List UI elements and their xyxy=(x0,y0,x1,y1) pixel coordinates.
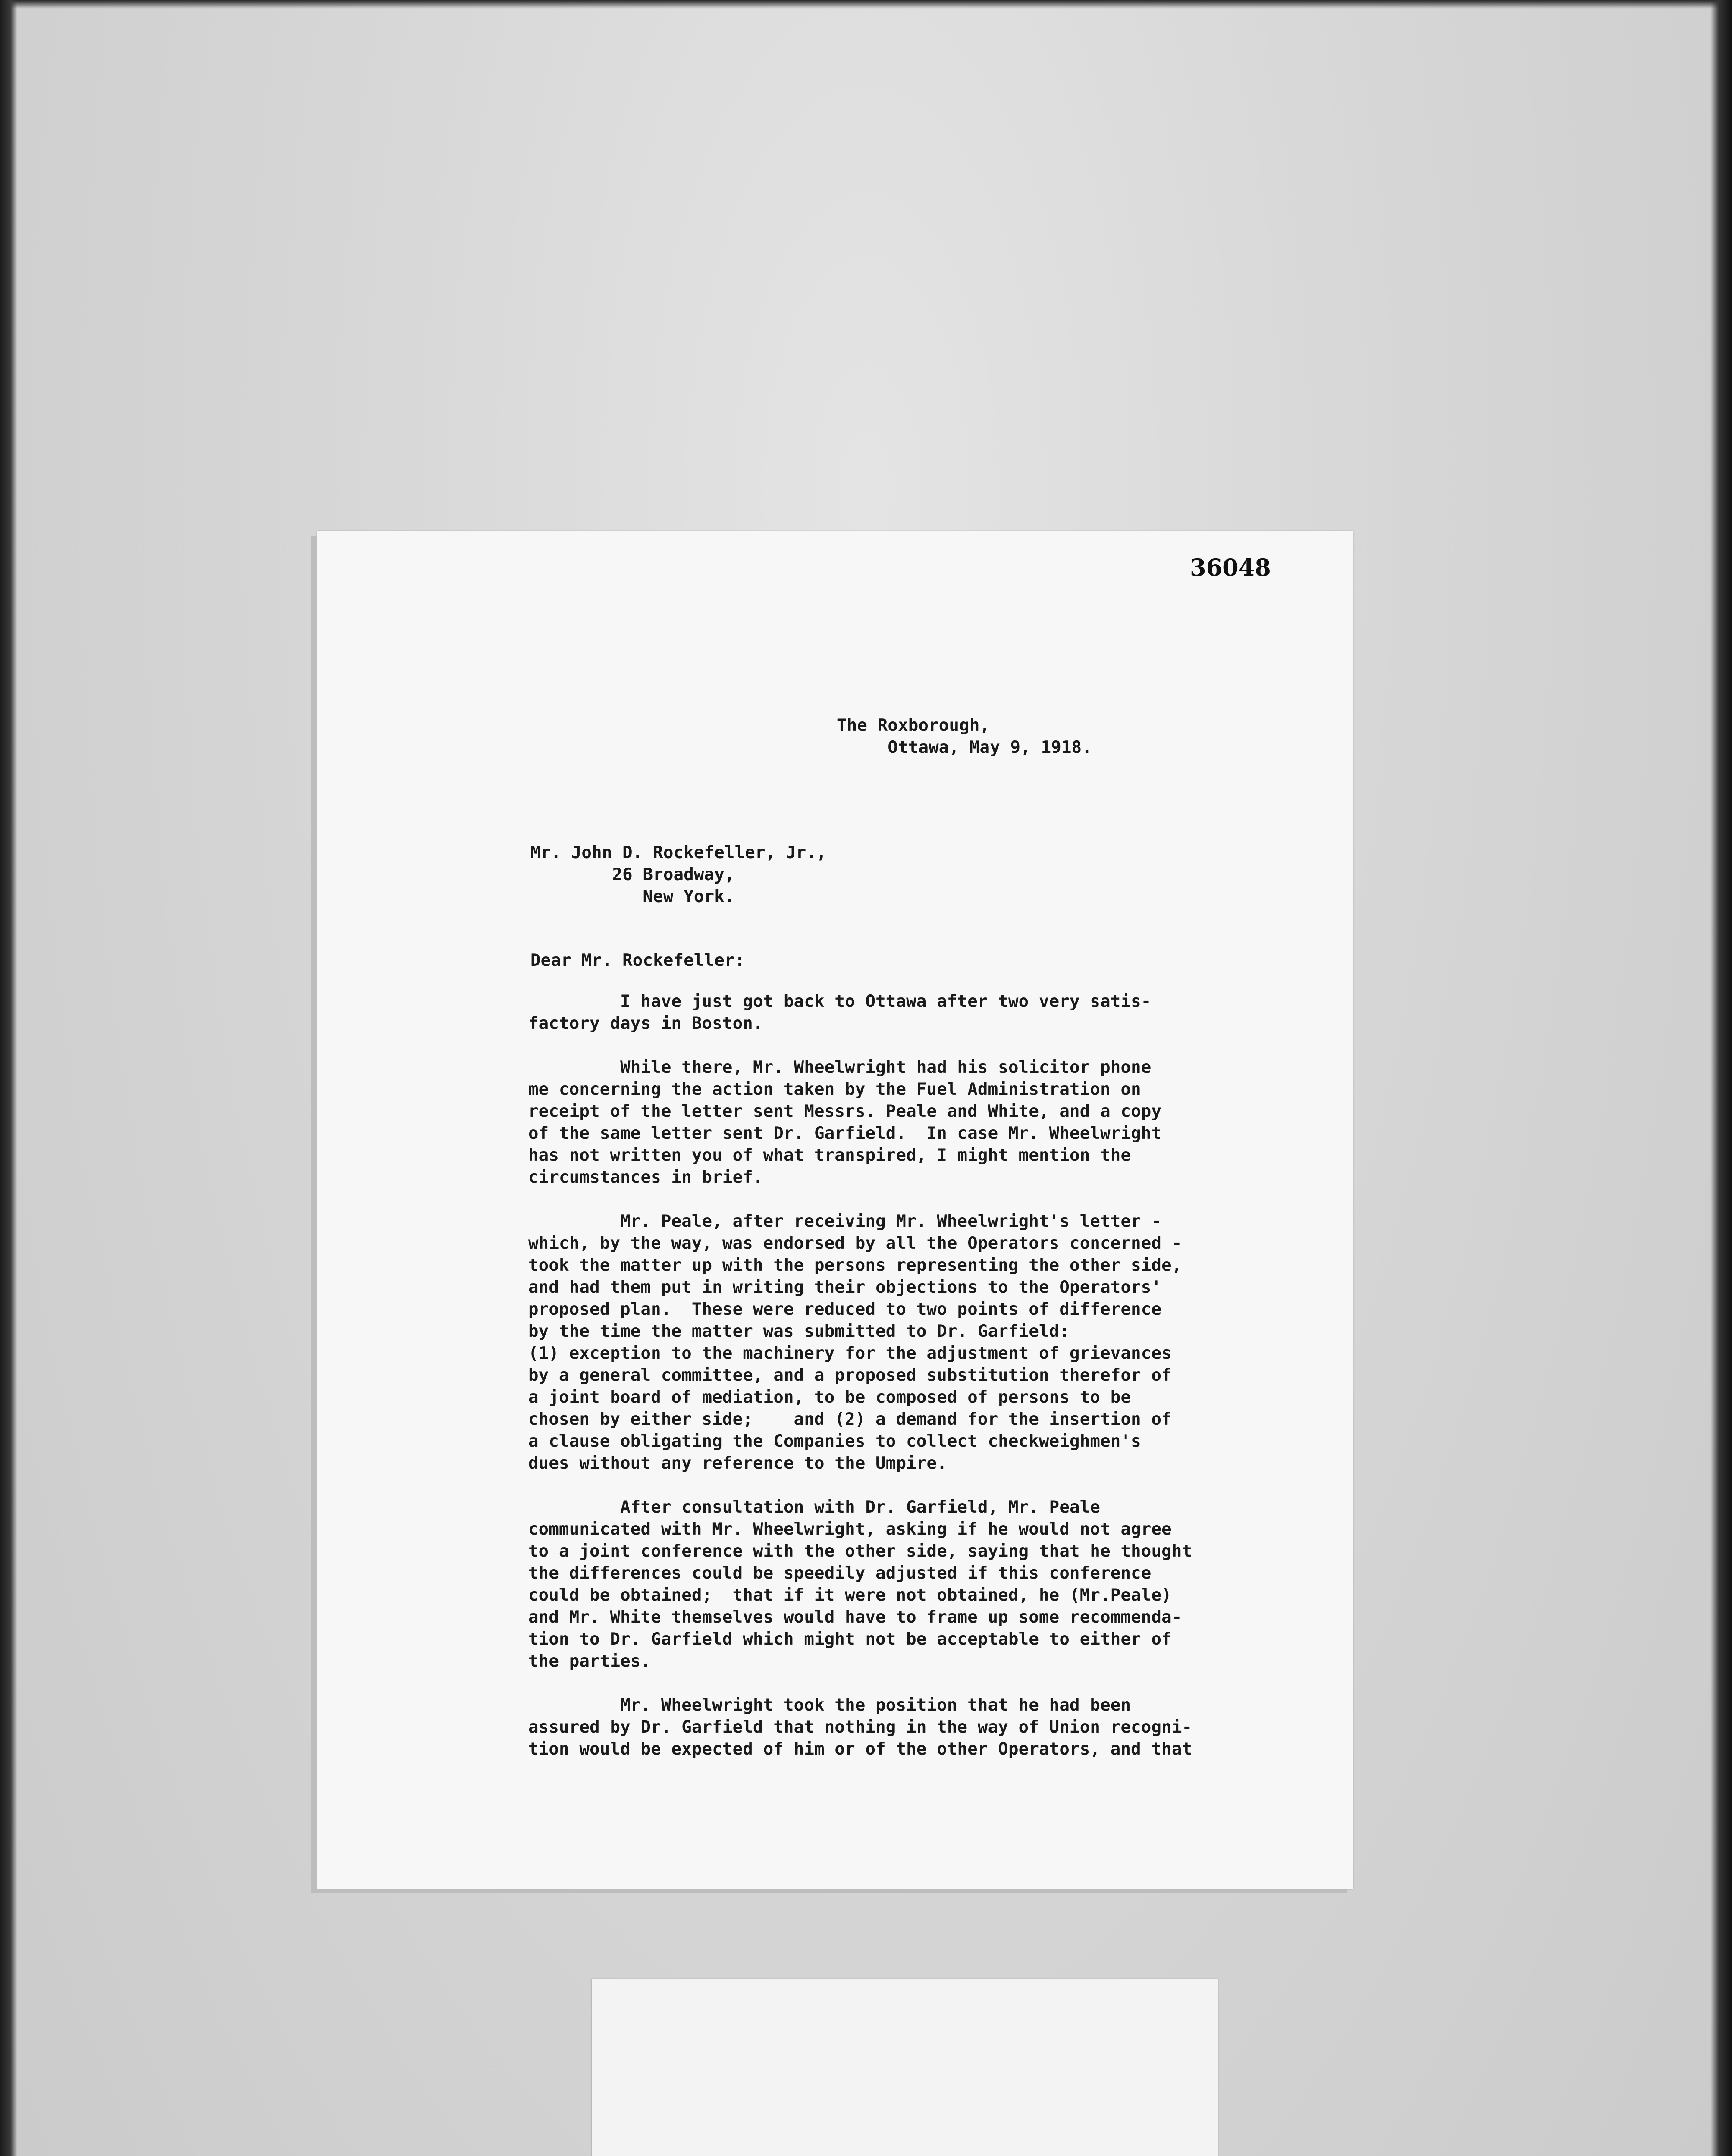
paragraph-2: While there, Mr. Wheelwright had his solicitor phone me concerning the action taken by the Fuel Administration on receipt of the letter sent Messrs. Peale and White, and a copy of the same letter sent Dr. Garfield. In case Mr. Wheelwright has not written you of what transpired, I might mention the circumstances in brief. xyxy=(528,1058,1162,1187)
recipient-address xyxy=(530,842,827,908)
header-line-1: The Roxborough, xyxy=(837,716,990,735)
address-line-1: Mr. John D. Rockefeller, Jr., xyxy=(530,843,827,862)
letter-body xyxy=(528,990,1192,1760)
letter-page xyxy=(317,531,1353,1889)
paragraph-5: Mr. Wheelwright took the position that he had been assured by Dr. Garfield that nothing in the way of Union recogni- tion would be expected of him or of the other Operators, and that xyxy=(528,1695,1192,1759)
paragraph-3: Mr. Peale, after receiving Mr. Wheelwright's letter - which, by the way, was endorsed by all the Operators concerned - took the matter up with the persons representing the other side, and had them put in writing their objections to the Operators' proposed plan. These were reduced to two points of difference by the time the matter was submitted to Dr. Garfield: (1) exception to the machinery for the adjustment of grievances by a general committee, and a proposed substitution therefor of a joint board of mediation, to be composed of persons to be chosen by either side; and (2) a demand for the insertion of a clause obligating the Companies to collect checkweighmen's dues without any reference to the Umpire. xyxy=(528,1212,1182,1473)
film-edge-top xyxy=(0,0,1732,9)
film-edge-left xyxy=(0,0,17,2156)
page-number: 36048 xyxy=(1190,554,1271,581)
address-line-3: New York. xyxy=(530,887,735,906)
film-edge-right xyxy=(1710,0,1732,2156)
salutation: Dear Mr. Rockefeller: xyxy=(530,951,745,970)
address-line-2: 26 Broadway, xyxy=(530,865,735,884)
collection-label-card xyxy=(592,1979,1218,2156)
header-line-2: Ottawa, May 9, 1918. xyxy=(837,738,1092,757)
paragraph-4: After consultation with Dr. Garfield, Mr. Peale communicated with Mr. Wheelwright, asking if he would not agree to a joint conference with the other side, saying that he thought the differences could be speedily adjusted if this conference could be obtained; that if it were not obtained, he (Mr.Peale) and Mr. White themselves would have to frame up some recommenda- tion to Dr. Garfield which might not be acceptable to either of the parties. xyxy=(528,1498,1192,1671)
letter-header xyxy=(837,714,1092,758)
paragraph-1: I have just got back to Ottawa after two very satis- factory days in Boston. xyxy=(528,992,1152,1033)
